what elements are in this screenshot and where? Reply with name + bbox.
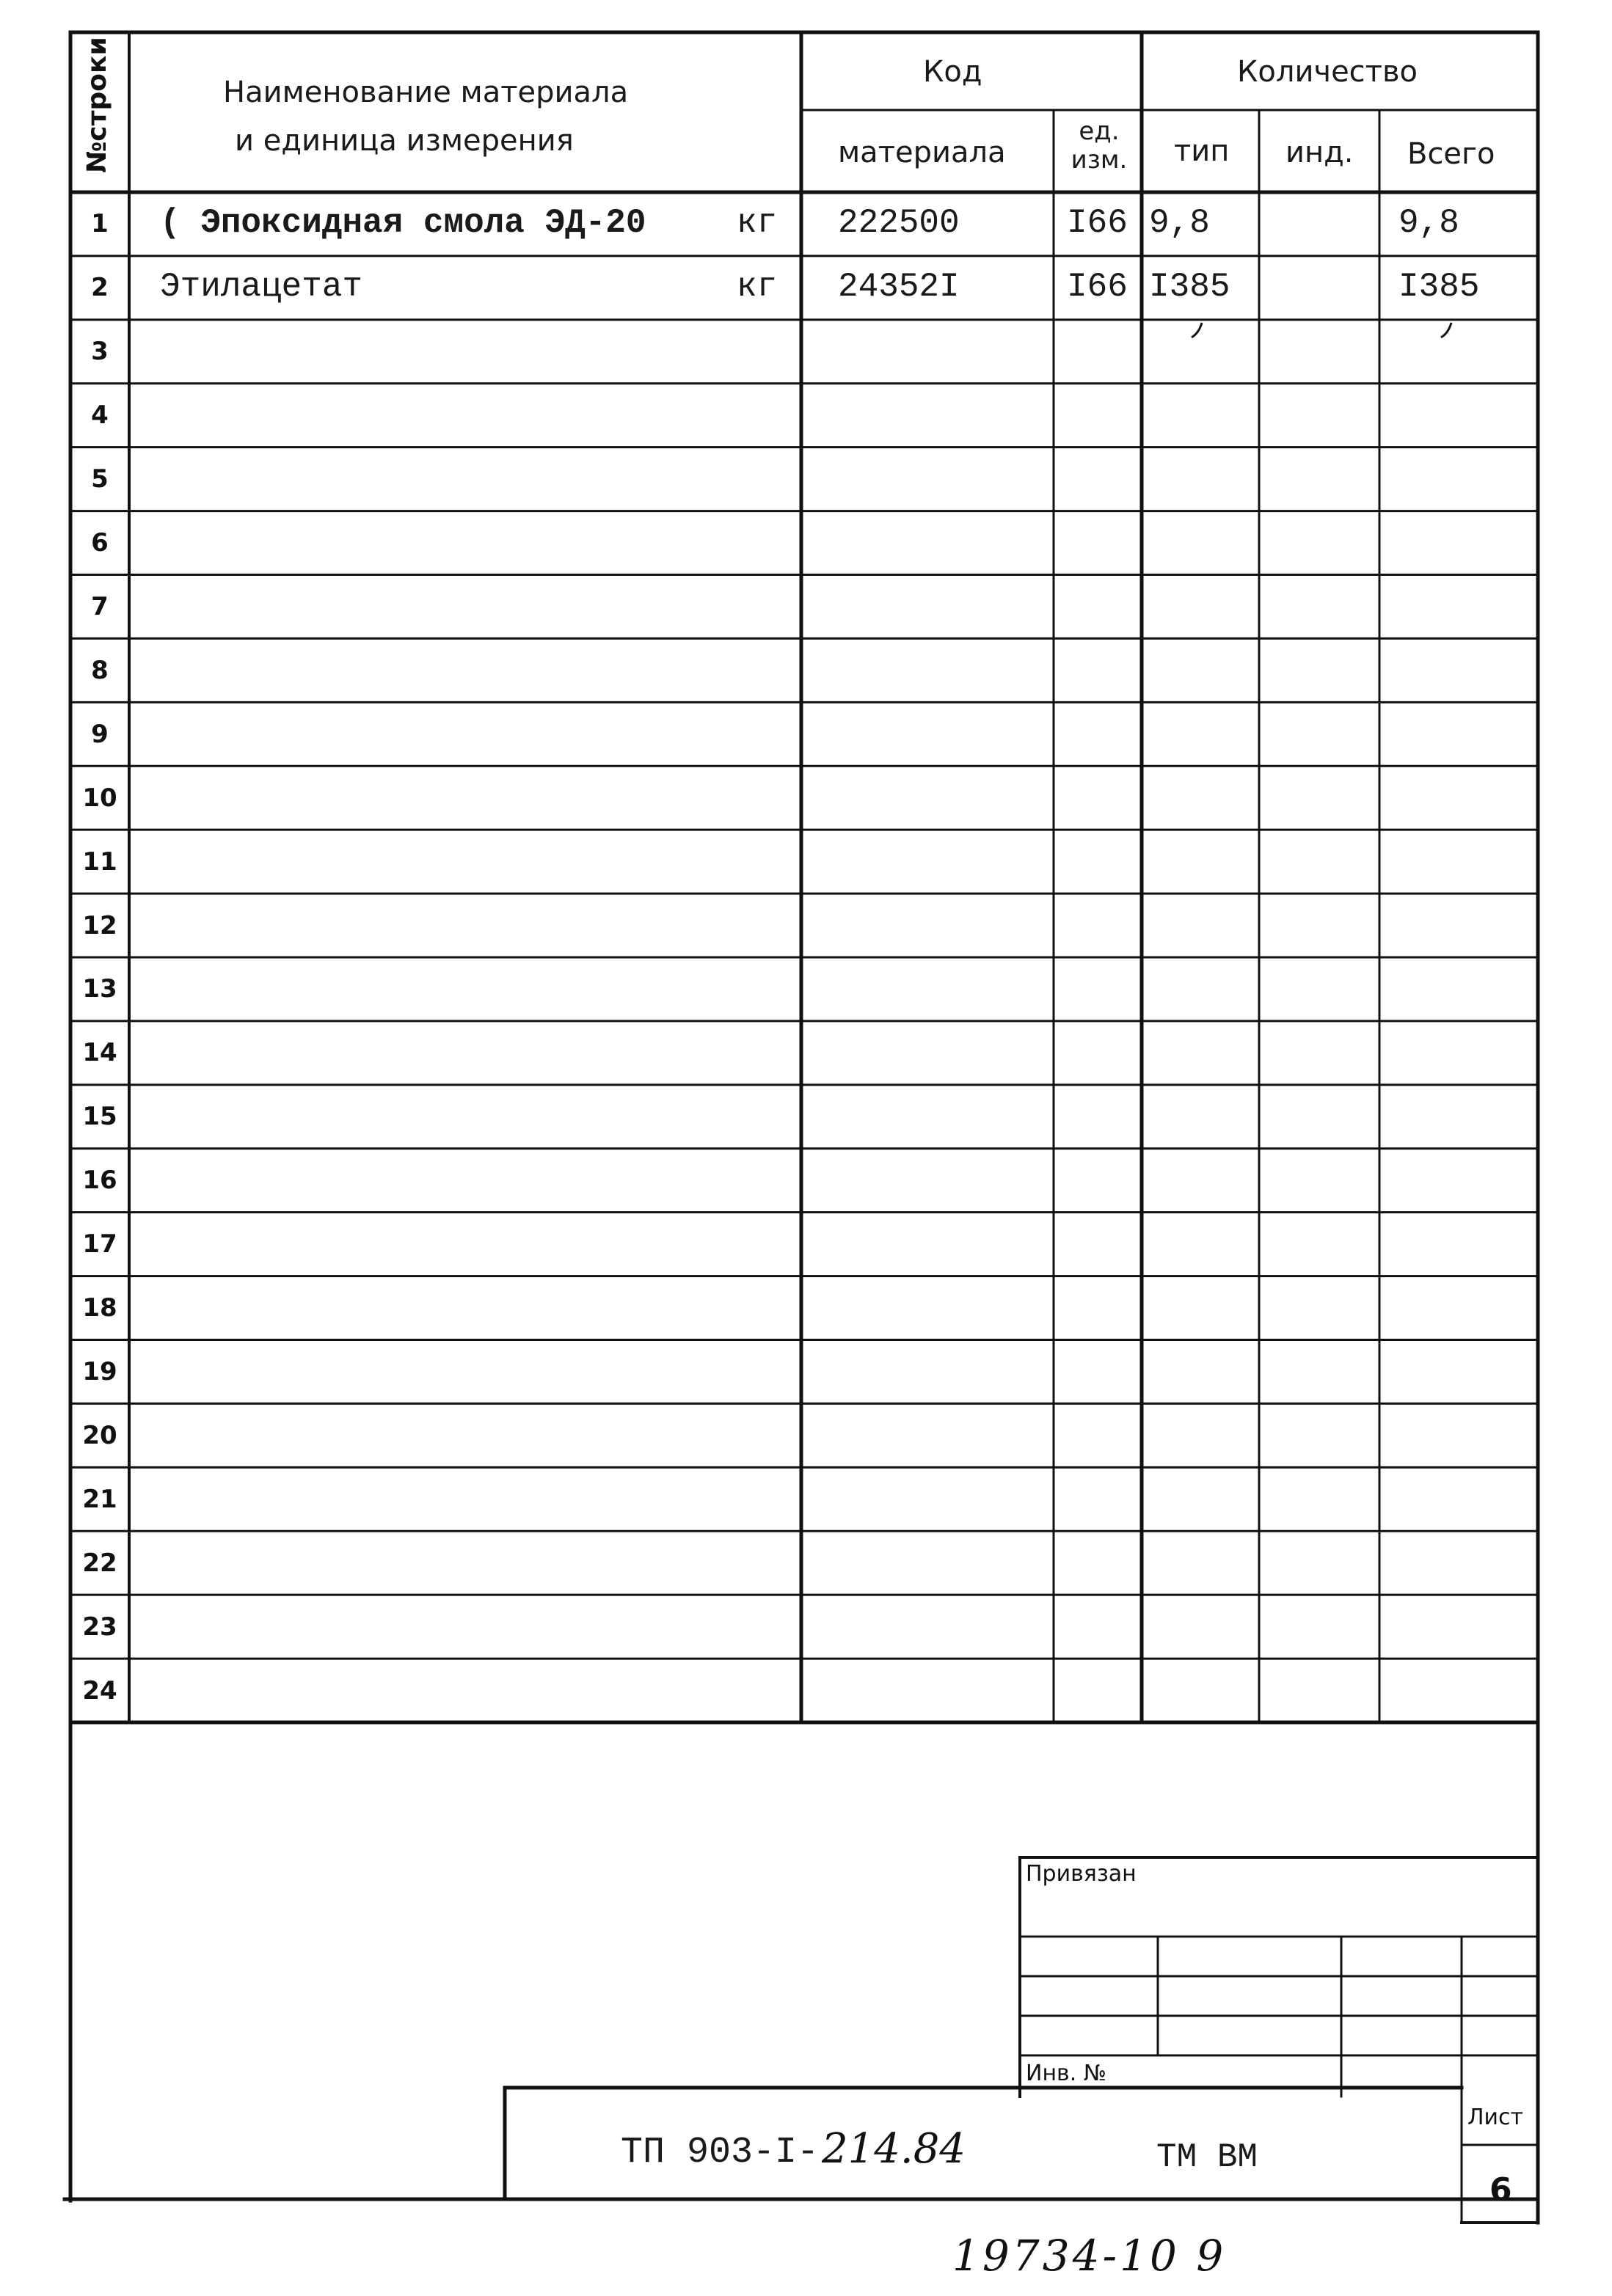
row-number: 17 (82, 1229, 117, 1259)
linked-label: Привязан (1026, 1861, 1137, 1887)
ind-header: инд. (1285, 136, 1354, 169)
name-header-line2: и единица измерения (235, 124, 574, 158)
unit-code: I66 (1067, 204, 1128, 243)
footer-number: 19734-10 9 (952, 2231, 1227, 2281)
row-number: 1 (91, 209, 109, 239)
material-unit: кг (737, 204, 778, 243)
row-number: 19 (82, 1356, 117, 1386)
qty-total: I385 (1398, 268, 1480, 307)
row-number: 15 (82, 1102, 117, 1132)
row-number: 11 (82, 847, 117, 877)
unit-code: I66 (1067, 268, 1128, 307)
sheet-number: 6 (1489, 2171, 1512, 2209)
row-number: 6 (91, 528, 109, 558)
sheet-label: Лист (1467, 2105, 1524, 2130)
row-number: 16 (82, 1166, 117, 1196)
row-number: 22 (82, 1548, 117, 1578)
unit-code-header (1062, 117, 1136, 175)
code-material-header: материала (838, 136, 1006, 169)
quantity-header: Количество (1237, 55, 1418, 89)
row-number: 21 (82, 1484, 117, 1514)
row-number: 24 (82, 1675, 117, 1705)
row-number: 8 (91, 655, 109, 685)
inv-no-label: Инв. № (1026, 2061, 1107, 2086)
material-code: 24352I (838, 268, 960, 307)
qty-total: 9,8 (1398, 204, 1459, 243)
material-name: Этилацетат (160, 268, 363, 307)
row-number: 18 (82, 1293, 117, 1323)
row-number: 5 (91, 464, 109, 494)
doc-code-handwritten: 214.84 (822, 2125, 966, 2173)
row-number: 7 (91, 591, 109, 621)
doc-mark: ТМ ВМ (1156, 2138, 1258, 2176)
row-number: 9 (91, 719, 109, 749)
total-header: Всего (1407, 137, 1495, 171)
qty-type: I385 (1149, 268, 1230, 307)
row-number: 3 (91, 337, 109, 367)
doc-code-printed: ТП 903-I- (621, 2132, 820, 2173)
row-number: 20 (82, 1420, 117, 1450)
qty-type: 9,8 (1149, 204, 1210, 243)
type-header: тип (1174, 134, 1230, 168)
row-number: 2 (91, 273, 109, 303)
code-header: Код (923, 55, 982, 89)
material-code: 222500 (838, 204, 960, 243)
name-header-line1: Наименование материала (223, 76, 629, 109)
row-number: 4 (91, 401, 109, 431)
row-number: 14 (82, 1038, 117, 1068)
unit-code-header-text: ед. изм. (1071, 117, 1128, 175)
material-name: ( Эпоксидная смола ЭД-20 (160, 204, 646, 243)
material-unit: кг (737, 268, 778, 307)
row-number: 13 (82, 974, 117, 1004)
row-number-header: №строки (82, 37, 112, 173)
row-number: 23 (82, 1612, 117, 1642)
row-number: 12 (82, 910, 117, 940)
row-number: 10 (82, 783, 117, 813)
